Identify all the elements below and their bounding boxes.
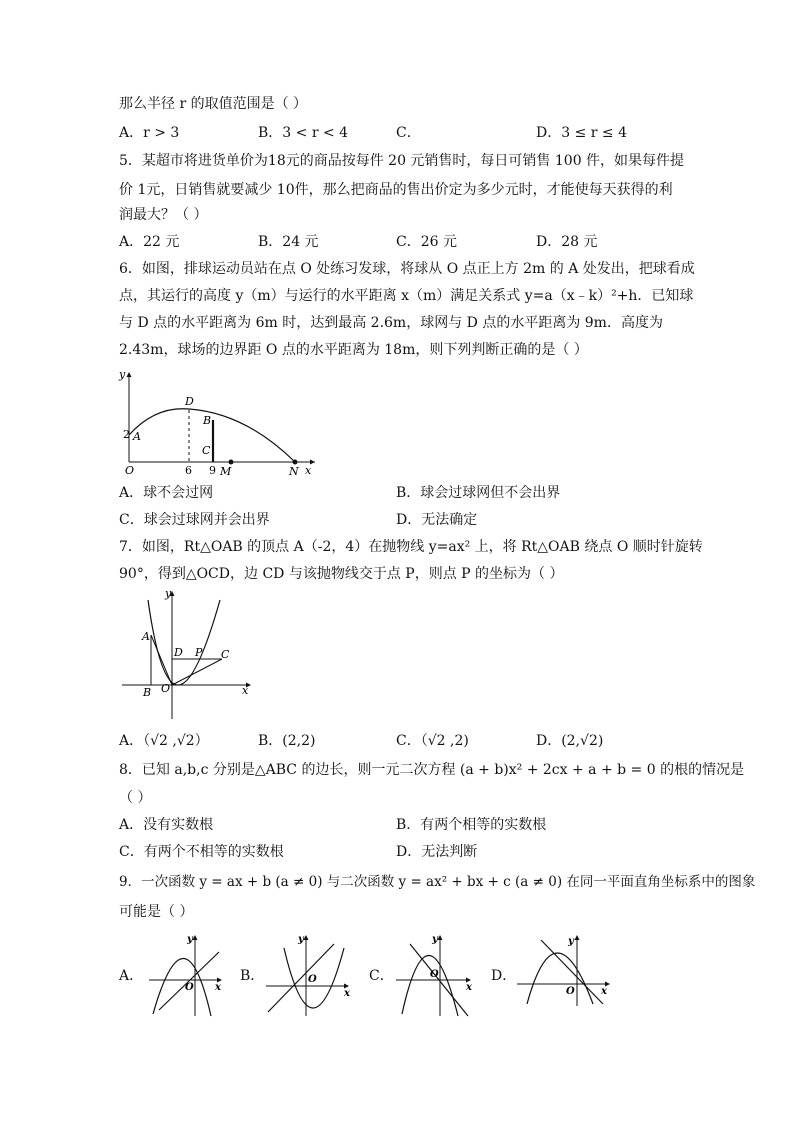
- q9b-o-label: O: [308, 974, 317, 985]
- q6-option-a: A．球不会过网: [119, 485, 214, 501]
- q9-graph-b: [262, 930, 354, 1020]
- q9c-parabola: [402, 955, 458, 1016]
- q9c-o-label: O: [430, 969, 439, 980]
- q9d-o-label: O: [566, 986, 575, 997]
- q7-line-2: 90°，得到△OCD，边 CD 与该抛物线交于点 P，则点 P 的坐标为（ ）: [119, 566, 564, 582]
- q5-option-d: D．28 元: [536, 234, 598, 250]
- q8-option-a: A．没有实数根: [119, 817, 214, 833]
- q7-label-o: O: [161, 682, 171, 695]
- q9-graph-a: [145, 930, 227, 1020]
- q6-line-2: 点，其运行的高度 y（m）与运行的水平距离 x（m）满足关系式 y=a（x﹣k）²+h．已知球: [119, 288, 694, 304]
- q6-label-b: B: [203, 414, 212, 427]
- q6-label-y: y: [119, 368, 126, 381]
- q6-option-d: D．无法确定: [396, 512, 478, 528]
- q6-label-x: x: [305, 464, 312, 477]
- q6-label-two: 2: [123, 428, 130, 441]
- q4-tail-text: 那么半径 r 的取值范围是（ ）: [119, 96, 308, 112]
- q7-label-y: y: [165, 588, 172, 600]
- q7-option-c: C．（√2 ,2): [396, 733, 469, 749]
- q6-label-nine: 9: [209, 464, 216, 477]
- q5-line-2: 价 1元，日销售就要减少 10件，那么把商品的售出价定为多少元时，才能使每天获得的利: [119, 182, 673, 198]
- q9d-x-label: x: [601, 986, 607, 997]
- q4-option-a: A．r > 3: [119, 125, 180, 141]
- q9a-y-label: y: [187, 934, 193, 945]
- q6-point-m: [229, 460, 234, 465]
- q8-option-c: C．有两个不相等的实数根: [119, 844, 284, 860]
- q6-option-b: B．球会过球网但不会出界: [396, 485, 561, 501]
- q9-line-1: 9．一次函数 y = ax + b (a ≠ 0) 与二次函数 y = ax² + bx + c (a ≠ 0) 在同一平面直角坐标系中的图象: [119, 874, 756, 890]
- q9a-o-label: O: [185, 982, 194, 993]
- q4-option-d: D．3 ≤ r ≤ 4: [536, 125, 627, 141]
- q6-y-arrow: [127, 372, 132, 377]
- q5-option-a: A．22 元: [119, 234, 180, 250]
- q7-label-d: D: [174, 646, 183, 659]
- q9d-parabola: [527, 953, 593, 1004]
- q7-label-a: A: [142, 630, 150, 643]
- q6-point-n: [293, 460, 298, 465]
- q6-label-c: C: [202, 444, 211, 457]
- q6-label-a: A: [133, 430, 141, 443]
- q9-option-d-label: D．: [491, 968, 517, 984]
- q6-label-n: N: [289, 465, 299, 477]
- q7-label-p: P: [195, 646, 203, 659]
- q5-line-1: 5．某超市将进货单价为18元的商品按每件 20 元销售时，每日可销售 100 件，如果每件提: [119, 153, 685, 169]
- q9-graph-c: [392, 930, 478, 1020]
- q9-line-2: 可能是（ ）: [119, 904, 194, 920]
- q8-line-2: （ ）: [119, 790, 152, 806]
- q7-segment-oc: [172, 659, 222, 685]
- q7-option-b: B．(2,2): [258, 733, 316, 749]
- q9-option-b-label: B．: [240, 968, 265, 984]
- q5-line-3: 润最大？（ ）: [119, 207, 208, 223]
- q9b-x-label: x: [344, 988, 350, 999]
- q7-option-d: D．(2,√2): [536, 733, 604, 749]
- q6-label-m: M: [220, 465, 232, 477]
- q7-segment-oa: [151, 635, 172, 685]
- q9b-y-label: y: [298, 934, 304, 945]
- q7-label-x: x: [242, 684, 249, 697]
- q9d-y-label: y: [568, 936, 574, 947]
- q4-option-c: C．: [396, 125, 421, 141]
- q9c-x-label: x: [466, 982, 472, 993]
- q6-figure: [115, 367, 320, 477]
- q6-label-six: 6: [185, 464, 192, 477]
- q6-line-1: 6．如图，排球运动员站在点 O 处练习发球，将球从 O 点正上方 2m 的 A 处发出，把球看成: [119, 261, 695, 277]
- q7-line-1: 7．如图，Rt△OAB 的顶点 A（-2，4）在抛物线 y=ax² 上，将 Rt△OAB 绕点 O 顺时针旋转: [119, 539, 703, 555]
- q6-option-c: C．球会过球网并会出界: [119, 512, 270, 528]
- q9a-x-label: x: [215, 982, 221, 993]
- q7-label-c: C: [221, 648, 230, 661]
- q4-option-b: B．3 < r < 4: [258, 125, 349, 141]
- q6-line-3: 与 D 点的水平距离为 6m 时，达到最高 2.6m，球网与 D 点的水平距离为 9m．高度为: [119, 315, 663, 331]
- q6-line-4: 2.43m，球场的边界距 O 点的水平距离为 18m，则下列判断正确的是（ ）: [119, 342, 588, 358]
- q9-option-c-label: C．: [369, 968, 394, 984]
- q7-parabola: [148, 600, 220, 685]
- q9-option-a-label: A．: [119, 968, 144, 984]
- q8-option-b: B．有两个相等的实数根: [396, 817, 547, 833]
- q8-option-d: D．无法判断: [396, 844, 478, 860]
- q9b-line: [268, 944, 334, 1012]
- q7-option-a: A．（√2 ,√2）: [119, 733, 209, 749]
- q8-line-1: 8．已知 a,b,c 分别是△ABC 的边长，则一元二次方程 (a + b)x² + 2cx + a + b = 0 的根的情况是: [119, 762, 745, 778]
- q9-graph-d: [515, 930, 615, 1010]
- q9c-y-label: y: [432, 934, 438, 945]
- q6-label-o: O: [125, 464, 135, 477]
- q7-label-b: B: [143, 686, 152, 699]
- q7-figure: [118, 588, 258, 723]
- q6-label-d: D: [185, 395, 194, 408]
- q5-option-b: B．24 元: [258, 234, 319, 250]
- q5-option-c: C．26 元: [396, 234, 457, 250]
